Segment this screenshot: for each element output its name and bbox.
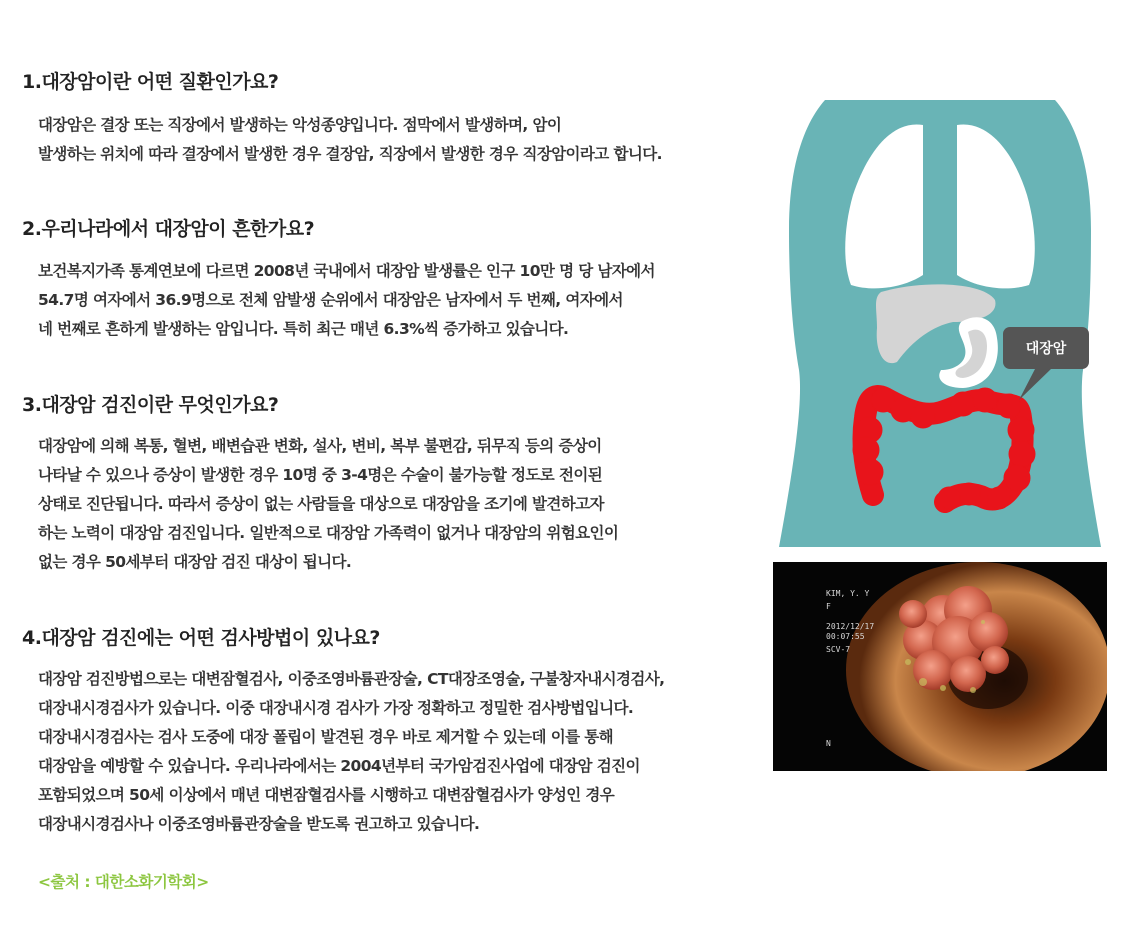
section-3-line: 하는 노력이 대장암 검진입니다. 일반적으로 대장암 가족력이 없거나 대장암의 위험요인이 xyxy=(38,524,619,542)
source-citation: <출처 : 대한소화기학회> xyxy=(38,873,209,891)
section-2-line: 보건복지가족 통계연보에 다르면 2008년 국내에서 대장암 발생률은 인구 10만 명 당 남자에서 xyxy=(38,262,655,280)
colon-anatomy-illustration xyxy=(773,100,1107,547)
section-2-title: 2.우리나라에서 대장암이 흔한가요? xyxy=(22,218,315,240)
section-3-line: 대장암에 의해 복통, 혈변, 배변습관 변화, 설사, 변비, 복부 불편감, 뒤무직 등의 증상이 xyxy=(38,437,602,455)
section-1-line: 대장암은 결장 또는 직장에서 발생하는 악성종양입니다. 점막에서 발생하며, 암이 xyxy=(38,116,562,134)
section-4-title: 4.대장암 검진에는 어떤 검사방법이 있나요? xyxy=(22,627,380,649)
overlay-line xyxy=(826,612,874,622)
section-2-line: 54.7명 여자에서 36.9명으로 전체 암발생 순위에서 대장암은 남자에서 두 번째, 여자에서 xyxy=(38,291,623,309)
callout-label: 대장암 xyxy=(1025,341,1067,357)
section-4-line: 대장내시경검사는 검사 도중에 대장 폴립이 발견된 경우 바로 제거할 수 있는데 이를 통해 xyxy=(38,728,613,746)
section-2-body xyxy=(38,257,655,344)
endoscopy-overlay-top xyxy=(826,589,874,655)
section-4-body xyxy=(38,665,664,839)
overlay-line: F xyxy=(826,602,831,611)
section-1-title: 1.대장암이란 어떤 질환인가요? xyxy=(22,71,279,93)
endoscopy-overlay-bottom: N xyxy=(826,739,831,748)
overlay-line: KIM, Y. Y xyxy=(826,589,870,598)
section-1-body xyxy=(38,111,662,169)
section-4-line: 대장암 검진방법으로는 대변잠혈검사, 이중조영바륨관장술, CT대장조영술, 구불창자내시경검사, xyxy=(38,670,665,688)
section-3-line: 나타날 수 있으나 증상이 발생한 경우 10명 중 3-4명은 수술이 불가능할 정도로 전이된 xyxy=(38,466,603,484)
section-2-line: 네 번째로 흔하게 발생하는 암입니다. 특히 최근 매년 6.3%씩 증가하고 있습니다. xyxy=(38,320,569,338)
section-3-line: 상태로 진단됩니다. 따라서 증상이 없는 사람들을 대상으로 대장암을 조기에 발견하고자 xyxy=(38,495,604,513)
section-3-title: 3.대장암 검진이란 무엇인가요? xyxy=(22,394,279,416)
endoscopy-photo-graphic xyxy=(773,562,1107,771)
section-4-line: 대장암을 예방할 수 있습니다. 우리나라에서는 2004년부터 국가암검진사업에 대장암 검진이 xyxy=(38,757,640,775)
section-4-line: 대장내시경검사가 있습니다. 이중 대장내시경 검사가 가장 정확하고 정밀한 검사방법입니다. xyxy=(38,699,634,717)
section-3-body xyxy=(38,432,618,577)
section-4-line: 대장내시경검사나 이중조영바륨관장술을 받도록 권고하고 있습니다. xyxy=(38,815,480,833)
overlay-line: SCV-7 xyxy=(826,645,851,654)
section-3-line: 없는 경우 50세부터 대장암 검진 대상이 됩니다. xyxy=(38,553,352,571)
overlay-line: 2012/12/17 xyxy=(826,622,875,631)
section-4-line: 포함되었으며 50세 이상에서 매년 대변잠혈검사를 시행하고 대변잠혈검사가 양성인 경우 xyxy=(38,786,615,804)
section-1-line: 발생하는 위치에 따라 결장에서 발생한 경우 결장암, 직장에서 발생한 경우 직장암이라고 합니다. xyxy=(38,145,662,163)
endoscopy-image xyxy=(773,562,1107,771)
overlay-line: 00:07:55 xyxy=(826,632,865,641)
